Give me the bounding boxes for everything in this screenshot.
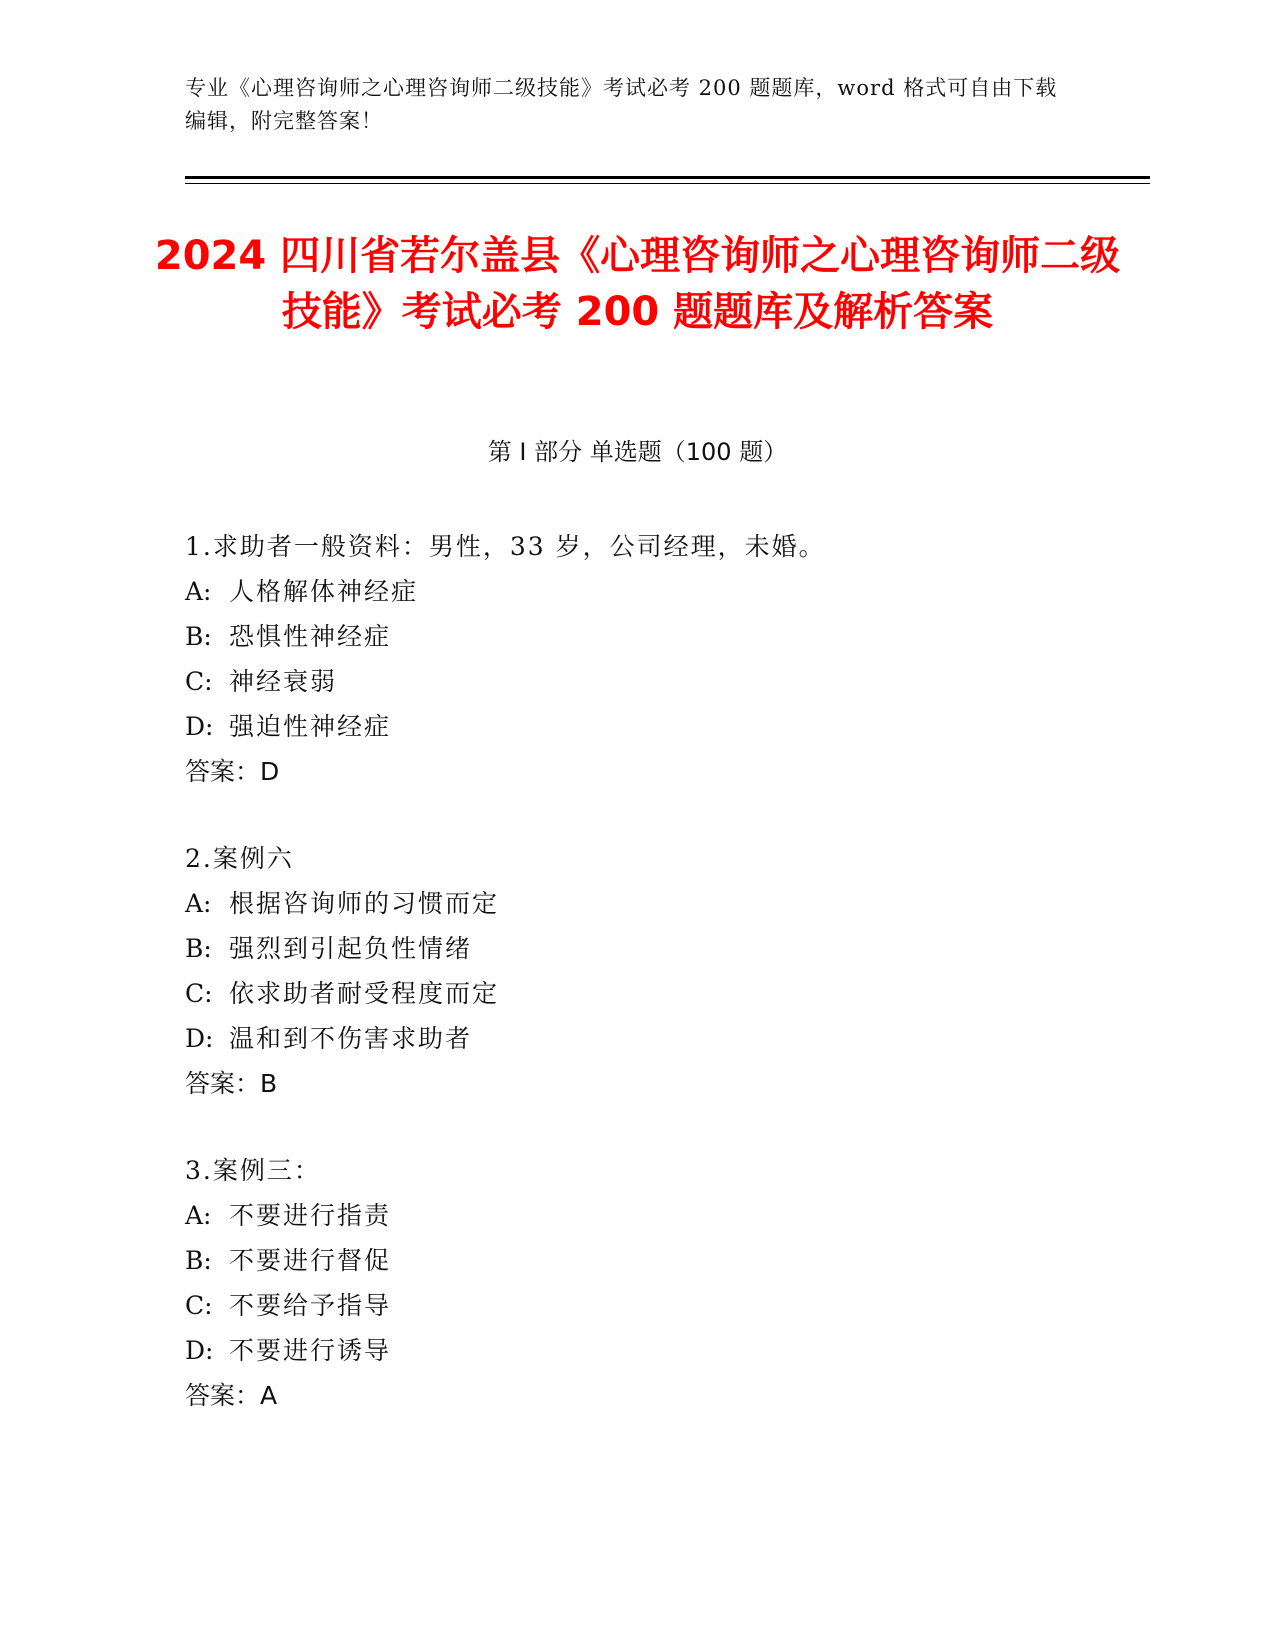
option-c <box>185 1283 1085 1328</box>
option-text: 根据咨询师的习惯而定 <box>229 889 500 918</box>
option-text: 强烈到引起负性情绪 <box>229 934 473 963</box>
option-label: C: <box>185 1291 213 1320</box>
option-label: D: <box>185 712 214 741</box>
question-list <box>185 524 1085 1460</box>
option-text: 神经衰弱 <box>229 667 338 696</box>
option-label: D: <box>185 1336 214 1365</box>
answer-line: 答案：A <box>185 1381 278 1410</box>
option-label: A: <box>185 577 212 606</box>
option-label: D: <box>185 1024 214 1053</box>
option-a <box>185 569 1085 614</box>
option-label: B: <box>185 622 212 651</box>
header-divider-thin <box>185 183 1150 184</box>
option-label: B: <box>185 934 212 963</box>
option-d <box>185 1328 1085 1373</box>
answer-line: 答案：D <box>185 757 280 786</box>
question-1 <box>185 524 1085 794</box>
option-text: 不要进行诱导 <box>229 1336 392 1365</box>
option-text: 依求助者耐受程度而定 <box>229 979 500 1008</box>
option-b <box>185 614 1085 659</box>
header-note: 专业《心理咨询师之心理咨询师二级技能》考试必考 200 题题库，word 格式可自由下载编辑，附完整答案！ <box>185 76 1058 133</box>
option-a <box>185 1193 1085 1238</box>
option-d <box>185 704 1085 749</box>
option-c <box>185 659 1085 704</box>
section-heading: 第 I 部分 单选题（100 题） <box>487 438 788 466</box>
option-b <box>185 926 1085 971</box>
document-title: 2024 四川省若尔盖县《心理咨询师之心理咨询师二级技能》考试必考 200 题题库及解析答案 <box>154 233 1121 335</box>
option-label: C: <box>185 979 213 1008</box>
question-2 <box>185 836 1085 1106</box>
option-text: 强迫性神经症 <box>229 712 392 741</box>
option-label: C: <box>185 667 213 696</box>
option-label: B: <box>185 1246 212 1275</box>
option-a <box>185 881 1085 926</box>
question-stem: 2.案例六 <box>185 844 294 873</box>
option-label: A: <box>185 889 212 918</box>
option-c <box>185 971 1085 1016</box>
option-text: 不要进行督促 <box>229 1246 392 1275</box>
option-text: 恐惧性神经症 <box>229 622 392 651</box>
question-3 <box>185 1148 1085 1418</box>
option-d <box>185 1016 1085 1061</box>
question-stem: 3.案例三： <box>185 1156 321 1185</box>
question-stem: 1.求助者一般资料：男性，33 岁，公司经理，未婚。 <box>185 532 826 561</box>
header-divider-thick <box>185 176 1150 179</box>
answer-line: 答案：B <box>185 1069 278 1098</box>
option-b <box>185 1238 1085 1283</box>
option-text: 不要进行指责 <box>229 1201 392 1230</box>
option-text: 人格解体神经症 <box>229 577 419 606</box>
option-text: 不要给予指导 <box>229 1291 392 1320</box>
option-label: A: <box>185 1201 212 1230</box>
option-text: 温和到不伤害求助者 <box>229 1024 473 1053</box>
